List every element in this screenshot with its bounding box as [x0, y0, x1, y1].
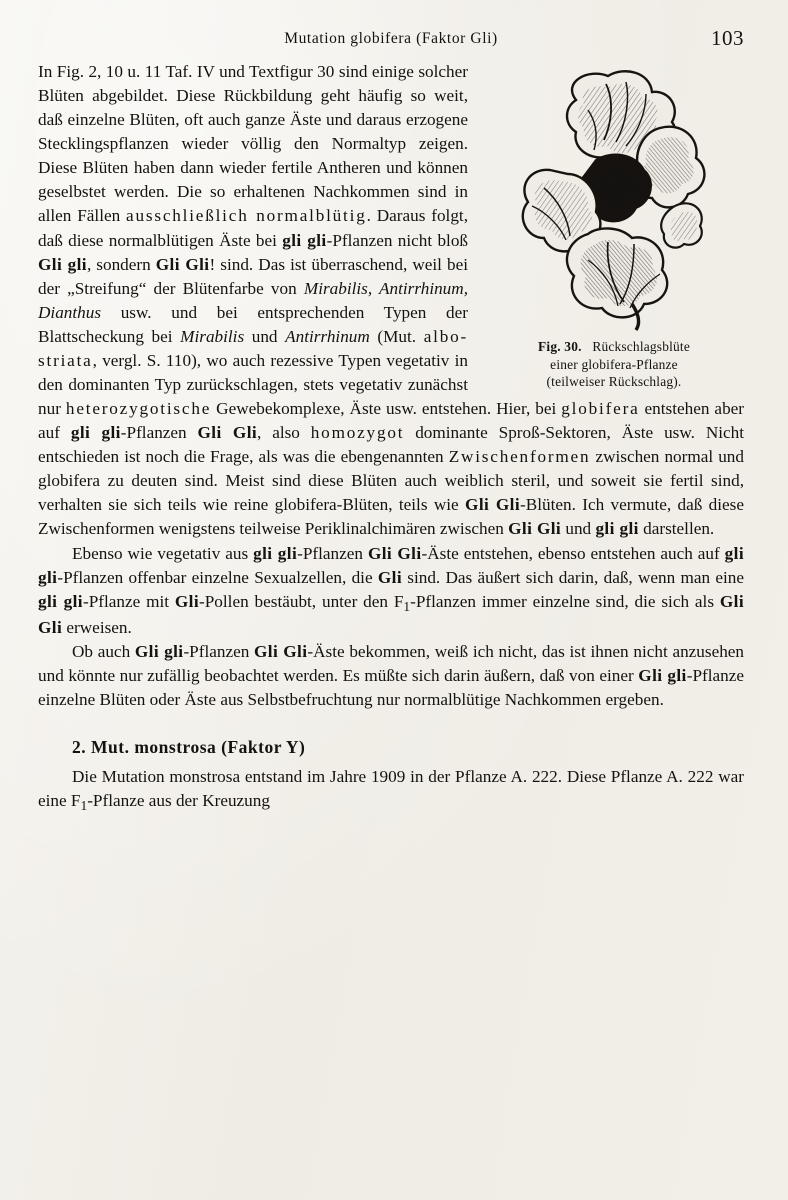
figure-block	[484, 64, 744, 391]
figure-caption-line-2: einer globifera-Pflanze	[550, 356, 678, 372]
figure-caption-text-1: Rückschlagsblüte	[592, 339, 690, 354]
running-title: Mutation globifera (Faktor Gli)	[284, 30, 498, 47]
figure-label: Fig. 30.	[538, 339, 582, 354]
paragraph-4: Die Mutation monstrosa entstand im Jahre 1909 in der Pflanze A. 222. Diese Pflanze A. 222 war eine $F_1$-Pflanze aus der Kreuzung	[38, 767, 744, 813]
paragraph-2: Ebenso wie vegetativ aus gli gli-Pflanzen Gli Gli-Äste entstehen, ebenso entstehen auch auf gli gli-Pflanzen offenbar einzelne Sexualzellen, die Gli sind. Das äußert sich darin, daß, wenn man eine gli gli-Pflanze mit Gli-Pollen bestäubt, unter den $F_1$-Pflanzen immer einzelne sind, die sich als Gli Gli erweisen.	[38, 543, 745, 638]
figure-caption-line-1	[484, 338, 744, 356]
section-heading: 2. Mut. monstrosa (Faktor Y)	[72, 736, 306, 757]
figure-caption-line-3: (teilweiser Rückschlag).	[546, 374, 682, 390]
figure-caption	[484, 338, 744, 391]
flower-engraving	[484, 64, 744, 332]
paragraph-1: In Fig. 2, 10 u. 11 Taf. IV und Textfigur 30 sind einige solcher Blüten abgebildet. Diese Rückbildung geht häufig so weit, daß einzelne Blüten, oft auch ganze Äste und daraus erzogene Stecklingspflanzen wieder völlig den Normaltyp zeigen. Diese Blüten haben dann wieder fertile Antheren und können geselbstet werden. Die so erhaltenen Nachkommen sind in allen Fällen ausschließlich normalblütig. Daraus folgt, daß diese normalblütigen Äste bei gli gli-Pflanzen nicht bloß Gli gli, sondern Gli Gli! sind. Das ist überraschend, weil bei der „Streifung“ der Blütenfarbe von Mirabilis, Antirrhinum, Dianthus usw. und bei entsprechenden Typen der Blattscheckung bei Mirabilis und Antirrhinum (Mut. albo-striata, vergl. S. 110), wo auch rezessive Typen vegetativ in den dominanten Typ zurückschlagen, stets vegetativ zunächst nur heterozygotische Gewebekomplexe, Äste usw. entstehen. Hier, bei globifera entstehen aber auf gli gli-Pflanzen Gli Gli, also homozygot dominante Sproß-Sektoren, Äste usw. Nicht entschieden ist noch die Frage, als was die ebengenannten Zwischenformen zwischen normal und globifera zu deuten sind. Meist sind diese Blüten auch weiblich steril, und soweit sie fertil sind, verhalten sie sich teils wie reine globifera-Blüten, teils wie Gli Gli-Blüten. Ich vermute, daß diese Zwischenformen wenigstens teilweise Periklinalchimären zwischen Gli Gli und gli gli darstellen.	[38, 62, 745, 539]
page-number: 103	[711, 26, 744, 50]
running-head	[38, 26, 744, 56]
paragraph-3: Ob auch Gli gli-Pflanzen Gli Gli-Äste bekommen, weiß ich nicht, das ist ihnen nicht anzusehen und könnte nur zufällig beobachtet werden. Es müßte sich darin äußern, daß von einer Gli gli-Pflanze einzelne Blüten oder Äste aus Selbstbefruchtung nur normalblütige Nachkommen ergeben.	[38, 642, 745, 710]
